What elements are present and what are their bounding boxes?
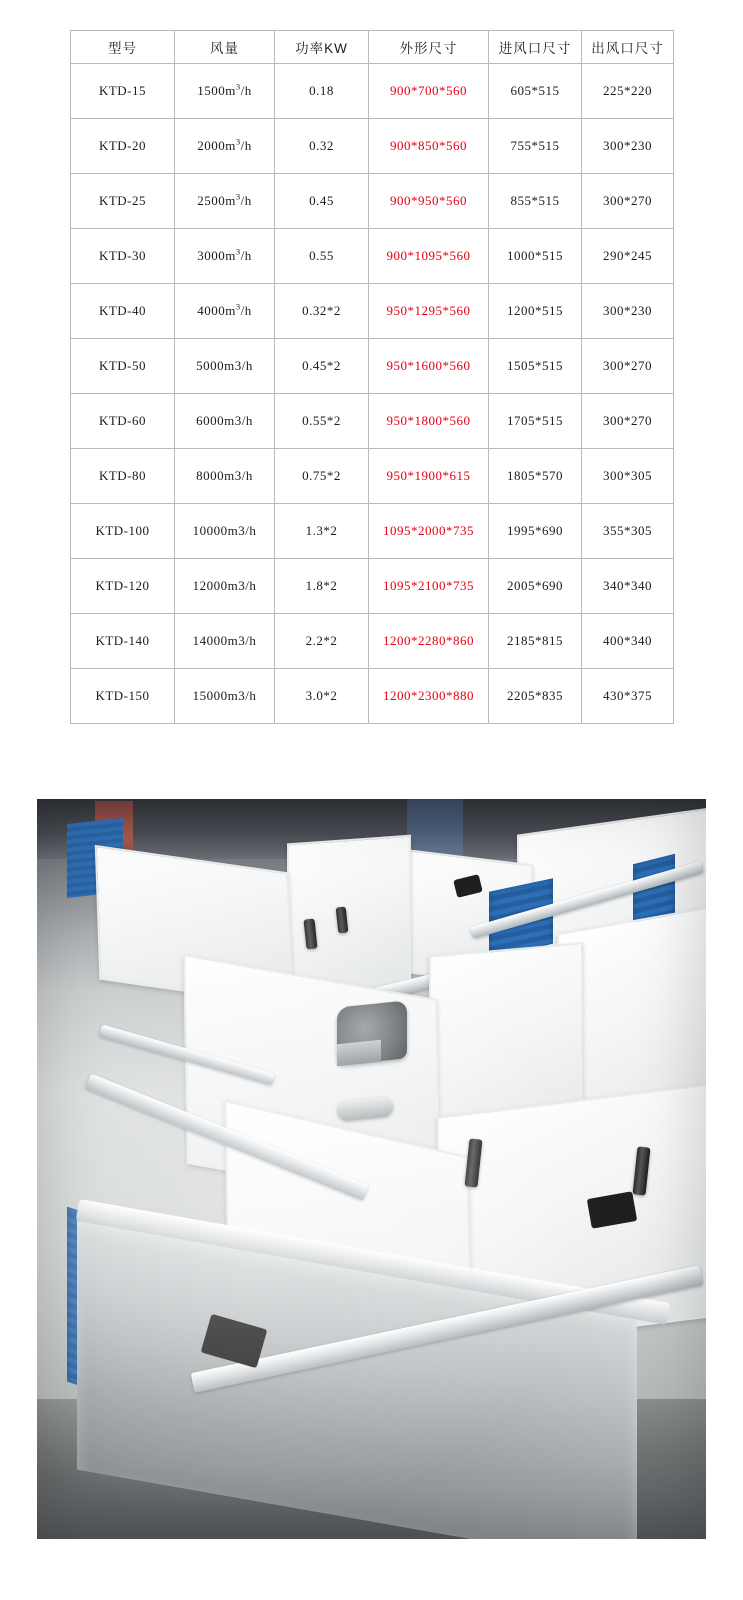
column-header-model: 型号 [71, 31, 175, 64]
cell-power: 0.32*2 [275, 284, 369, 339]
cell-inlet: 2005*690 [489, 559, 582, 614]
cell-power: 1.3*2 [275, 504, 369, 559]
cell-airflow: 5000m3/h [175, 339, 275, 394]
table-row [71, 559, 674, 614]
product-photo-section [0, 724, 743, 1569]
table-header-row [71, 31, 674, 64]
cell-airflow: 12000m3/h [175, 559, 275, 614]
column-header-power: 功率KW [275, 31, 369, 64]
cell-inlet: 2205*835 [489, 669, 582, 724]
cell-outlet: 290*245 [582, 229, 674, 284]
cell-airflow: 14000m3/h [175, 614, 275, 669]
cell-airflow: 15000m3/h [175, 669, 275, 724]
spec-table-section [0, 0, 743, 724]
cell-dimensions: 900*1095*560 [369, 229, 489, 284]
cell-power: 0.55*2 [275, 394, 369, 449]
cell-power: 0.45*2 [275, 339, 369, 394]
cell-inlet: 1505*515 [489, 339, 582, 394]
cell-model: KTD-80 [71, 449, 175, 504]
cell-model: KTD-40 [71, 284, 175, 339]
table-row [71, 339, 674, 394]
table-row [71, 119, 674, 174]
cell-inlet: 605*515 [489, 64, 582, 119]
cell-dimensions: 950*1900*615 [369, 449, 489, 504]
cell-airflow: $3000m^3/h$ [175, 229, 275, 284]
cell-outlet: 300*270 [582, 174, 674, 229]
cell-airflow: 8000m3/h [175, 449, 275, 504]
table-row [71, 394, 674, 449]
cell-model: KTD-30 [71, 229, 175, 284]
cell-model: KTD-120 [71, 559, 175, 614]
table-row [71, 64, 674, 119]
cell-power: 1.8*2 [275, 559, 369, 614]
product-photo [37, 799, 706, 1539]
cell-airflow: $4000m^3/h$ [175, 284, 275, 339]
cell-power: 0.55 [275, 229, 369, 284]
cell-dimensions: 900*850*560 [369, 119, 489, 174]
photo-unit-panel [287, 835, 411, 998]
cell-power: 3.0*2 [275, 669, 369, 724]
column-header-inlet: 进风口尺寸 [489, 31, 582, 64]
cell-model: KTD-60 [71, 394, 175, 449]
cell-airflow: 6000m3/h [175, 394, 275, 449]
cell-power: 0.75*2 [275, 449, 369, 504]
cell-outlet: 355*305 [582, 504, 674, 559]
cell-airflow: $2000m^3/h$ [175, 119, 275, 174]
specification-table [70, 30, 674, 724]
cell-inlet: 1805*570 [489, 449, 582, 504]
cell-inlet: 1000*515 [489, 229, 582, 284]
cell-model: KTD-50 [71, 339, 175, 394]
table-row [71, 449, 674, 504]
cell-power: 0.18 [275, 64, 369, 119]
table-row [71, 174, 674, 229]
cell-inlet: 855*515 [489, 174, 582, 229]
cell-dimensions: 1095*2000*735 [369, 504, 489, 559]
cell-dimensions: 950*1800*560 [369, 394, 489, 449]
cell-model: KTD-20 [71, 119, 175, 174]
cell-power: 2.2*2 [275, 614, 369, 669]
cell-outlet: 300*270 [582, 394, 674, 449]
cell-inlet: 1995*690 [489, 504, 582, 559]
cell-outlet: 430*375 [582, 669, 674, 724]
cell-inlet: 755*515 [489, 119, 582, 174]
column-header-dimensions: 外形尺寸 [369, 31, 489, 64]
cell-model: KTD-100 [71, 504, 175, 559]
cell-airflow: 10000m3/h [175, 504, 275, 559]
cell-outlet: 225*220 [582, 64, 674, 119]
cell-outlet: 400*340 [582, 614, 674, 669]
cell-outlet: 300*270 [582, 339, 674, 394]
cell-inlet: 2185*815 [489, 614, 582, 669]
cell-outlet: 340*340 [582, 559, 674, 614]
table-row [71, 504, 674, 559]
photo-duct [337, 1040, 381, 1067]
cell-dimensions: 950*1600*560 [369, 339, 489, 394]
table-header [71, 31, 674, 64]
column-header-airflow: 风量 [175, 31, 275, 64]
cell-airflow: $2500m^3/h$ [175, 174, 275, 229]
cell-outlet: 300*230 [582, 119, 674, 174]
column-header-outlet: 出风口尺寸 [582, 31, 674, 64]
cell-inlet: 1705*515 [489, 394, 582, 449]
cell-model: KTD-15 [71, 64, 175, 119]
cell-dimensions: 1200*2280*860 [369, 614, 489, 669]
cell-dimensions: 900*700*560 [369, 64, 489, 119]
cell-outlet: 300*305 [582, 449, 674, 504]
table-body [71, 64, 674, 724]
cell-inlet: 1200*515 [489, 284, 582, 339]
table-row [71, 284, 674, 339]
cell-dimensions: 1200*2300*880 [369, 669, 489, 724]
cell-model: KTD-25 [71, 174, 175, 229]
cell-model: KTD-150 [71, 669, 175, 724]
table-row [71, 229, 674, 284]
cell-dimensions: 950*1295*560 [369, 284, 489, 339]
table-row [71, 614, 674, 669]
cell-outlet: 300*230 [582, 284, 674, 339]
table-row [71, 669, 674, 724]
cell-power: 0.45 [275, 174, 369, 229]
cell-model: KTD-140 [71, 614, 175, 669]
cell-power: 0.32 [275, 119, 369, 174]
cell-dimensions: 1095*2100*735 [369, 559, 489, 614]
cell-airflow: $1500m^3/h$ [175, 64, 275, 119]
cell-dimensions: 900*950*560 [369, 174, 489, 229]
